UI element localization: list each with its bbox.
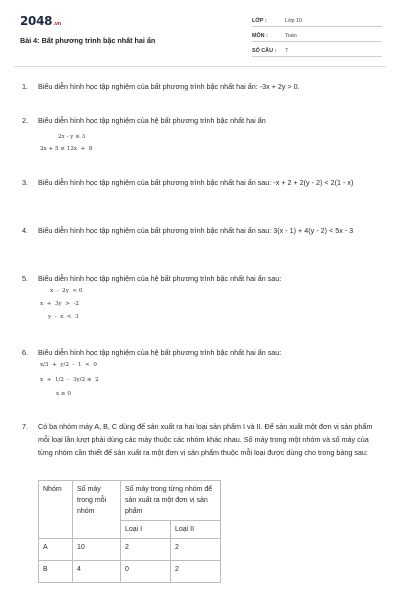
machine-table	[38, 480, 221, 583]
logo-suffix: .vn	[53, 21, 62, 27]
meta-count	[252, 45, 382, 57]
meta-count-label: SỐ CÂU :	[252, 48, 277, 54]
question-number: 1.	[22, 82, 28, 91]
system-line: x ≥ 0	[56, 391, 71, 397]
table-header-group: Nhóm	[39, 481, 73, 539]
table-cell-type-1: 0	[121, 561, 171, 583]
system-line: x/3 + y/2 - 1 < 0	[40, 362, 97, 368]
header-divider	[14, 66, 386, 67]
table-row	[39, 539, 221, 561]
table-cell-group: A	[39, 539, 73, 561]
meta-subject	[252, 30, 382, 42]
page-header	[0, 0, 400, 64]
table-header-need: Số máy trong từng nhóm để sản xuất ra một đơn vị sản phẩm	[121, 481, 221, 521]
meta-class-value: Lớp 10	[285, 18, 303, 24]
table-cell-type-2: 2	[171, 539, 221, 561]
table-header-type-2: Loại II	[171, 521, 221, 539]
question-number: 5.	[22, 274, 28, 283]
question-text: Biểu diễn hình học tập nghiệm của bất phương trình bậc nhất hai ẩn sau: -x + 2 + 2(y - 2) < 2(1 - x)	[38, 178, 354, 187]
system-line: 2x - y ≤ 3	[58, 134, 86, 140]
question-text: Biểu diễn hình học tập nghiệm của hệ bất phương trình bậc nhất hai ẩn	[38, 116, 266, 125]
question-number: 2.	[22, 116, 28, 125]
table-cell-count: 10	[73, 539, 121, 561]
system-line: x + 1/2 - 3y/2 ≤ 2	[40, 377, 99, 383]
table-cell-type-1: 2	[121, 539, 171, 561]
system-line: x - 2y < 0	[50, 288, 83, 294]
question-number: 3.	[22, 178, 28, 187]
table-row	[39, 561, 221, 583]
meta-class	[252, 15, 382, 27]
question-text: Biểu diễn hình học tập nghiệm của bất phương trình bậc nhất hai ẩn sau: 3(x - 1) + 4(y - 2) < 5x - 3	[38, 226, 354, 235]
question-text: Biểu diễn hình học tập nghiệm của hệ bất phương trình bậc nhất hai ẩn sau:	[38, 274, 282, 283]
question-number: 7.	[22, 422, 28, 431]
meta-class-label: LỚP :	[252, 18, 267, 24]
question-text: Biểu diễn hình học tập nghiệm của hệ bất phương trình bậc nhất hai ẩn sau:	[38, 348, 282, 357]
table-header-type-1: Loại I	[121, 521, 171, 539]
question-number: 6.	[22, 348, 28, 357]
system-line: 2x + 5 ≤ 12x + 8	[40, 146, 93, 152]
system-line: x + 3y > -2	[40, 301, 79, 307]
question-number: 4.	[22, 226, 28, 235]
table-cell-group: B	[39, 561, 73, 583]
meta-subject-value: Toán	[285, 33, 297, 39]
question-text: Có ba nhóm máy A, B, C dùng để sản xuất ra hai loại sản phẩm I và II. Để sản xuất một đơn vị sản phẩm mỗi loại lần lượt phải dùng các máy thuộc các nhóm khác nhau. Số máy trong một nhóm và số máy của từng nhóm cần thiết để sản xuất ra một đơn vị sản phẩm thuộc mỗi loại được dùng cho trong bảng sau:	[38, 422, 373, 457]
table-header-count: Số máy trong mỗi nhóm	[73, 481, 121, 539]
site-logo[interactable]: 2048.vn	[20, 14, 62, 28]
meta-subject-label: MÔN :	[252, 33, 268, 39]
system-line: y - x < 3	[48, 314, 79, 320]
question-text: Biểu diễn hình học tập nghiệm của bất phương trình bậc nhất hai ẩn: -3x + 2y > 0.	[38, 82, 300, 91]
table-cell-type-2: 2	[171, 561, 221, 583]
document-title: Bài 4: Bất phương trình bậc nhất hai ẩn	[20, 36, 156, 45]
table-cell-count: 4	[73, 561, 121, 583]
meta-count-value: 7	[285, 48, 288, 54]
